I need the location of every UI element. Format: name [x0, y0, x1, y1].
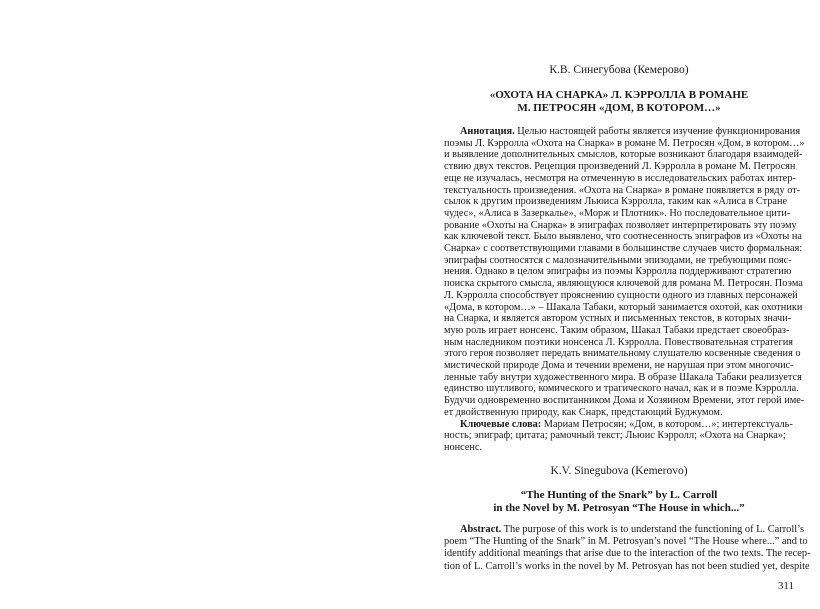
abstract-line: poem “The Hunting of the Snark” in M. Petrosyan’s novel “The House where...” and to: [444, 536, 808, 548]
article-title-ru: [444, 89, 794, 115]
abstract-line: Снарка» с соответствующими главами в большинстве случаев чисто формальная:: [444, 243, 803, 255]
abstract-line: эпиграфы соотносятся с малозначительными эпизодами, не требующими пояс-: [444, 254, 792, 266]
abstract-ru: [444, 126, 805, 454]
abstract-line: рование «Охоты на Снарка» в эпиграфах позволяет интерпретировать эту поэму: [444, 219, 797, 231]
abstract-line: мую роль играет нонсенс. Таким образом, Шакал Табаки предстает своеобраз-: [444, 324, 790, 336]
abstract-line: Целью настоящей работы является изучение функционирования: [514, 126, 801, 137]
keywords-line: Мариам Петросян; «Дом, в котором…»; интертекстуаль-: [541, 418, 793, 430]
article-title-en: [444, 489, 794, 515]
abstract-line: единство шутливого, комического и трагического начал, как и в поэме Кэрролла.: [444, 383, 799, 395]
abstract-line: поиска скрытого смысла, являющуюся ключевой для романа М. Петросян. Поэма: [444, 278, 803, 290]
abstract-label: Abstract.: [460, 524, 502, 535]
page-number: 311: [777, 580, 794, 592]
keywords-first-line: [444, 419, 794, 431]
author-en: K.V. Sinegubova (Kemerovo): [550, 465, 688, 477]
abstract-line: ствию двух текстов. Рецепция произведений Л. Кэрролла в романе М. Петросян: [444, 161, 796, 173]
title-line: «ОХОТА НА СНАРКА» Л. КЭРРОЛЛА В РОМАНЕ: [489, 89, 749, 101]
abstract-line: нения. Однако в целом эпиграфы из поэмы Кэрролла поддерживают стратегию: [444, 266, 792, 278]
abstract-line: tion of L. Carroll’s works in the novel by M. Petrosyan has not been studied yet, despite: [444, 560, 810, 572]
title-line: М. ПЕТРОСЯН «ДОМ, В КОТОРОМ…»: [517, 102, 721, 114]
keywords-line: нонсенс.: [444, 441, 483, 453]
abstract-line: на Снарка, и является автором устных и письменных текстов, в которых значи-: [444, 313, 792, 325]
abstract-line: ным наследником поэтики нонсенса Л. Кэрролла. Повествовательная стратегия: [444, 336, 793, 348]
title-line: in the Novel by M. Petrosyan “The House in which...”: [493, 502, 745, 514]
abstract-en: [444, 524, 811, 573]
abstract-line: и выявление дополнительных смыслов, которые возникают благодаря взаимодей-: [444, 149, 803, 161]
abstract-line: чудес», «Алиса в Зазеркалье», «Морж и Плотник». Но последовательное цити-: [444, 207, 791, 219]
abstract-line: identify additional meanings that arise due to the interaction of the two texts. The recep-: [444, 548, 811, 560]
abstract-first-line: [444, 524, 805, 536]
abstract-line: этого героя позволяет передать внимательному слушателю косвенные сведения о: [444, 348, 801, 360]
abstract-label: Аннотация.: [460, 126, 515, 137]
abstract-line: The purpose of this work is to understand the functioning of L. Carroll’s: [501, 524, 805, 535]
abstract-line: текстуальность произведения. «Охота на Снарка» в романе появляется в ряду от-: [444, 184, 801, 196]
abstract-line: Будучи одновременно воспитанником Дома и Хозяином Времени, этот герой име-: [444, 395, 805, 407]
abstract-line: ленные табу внутри художественного мира. В образе Шакала Табаки реализуется: [444, 371, 802, 383]
keywords-line: ность; эпиграф; цитата; рамочный текст; Льюис Кэрролл; «Охота на Снарка»;: [444, 430, 786, 442]
author-ru: К.В. Синегубова (Кемерово): [549, 64, 689, 76]
keywords-label: Ключевые слова:: [460, 418, 542, 430]
abstract-line: ет двойственную природу, как Снарк, предстающий Буджумом.: [444, 406, 723, 418]
abstract-line: «Дома, в котором…» – Шакала Табаки, который занимается охотой, как охотники: [444, 301, 803, 313]
abstract-line: поэмы Л. Кэрролла «Охота на Снарка» в романе М. Петросян «Дом, в котором…»: [444, 137, 805, 149]
abstract-first-line: [444, 126, 801, 138]
abstract-line: мистической природе Дома и течении времени, не нарушая при этом многочис-: [444, 360, 794, 372]
title-line: “The Hunting of the Snark” by L. Carroll: [520, 489, 718, 501]
abstract-line: сылок к другим произведениям Льюиса Кэрролла, таким как «Алиса в Стране: [444, 196, 788, 208]
abstract-line: Л. Кэрролла способствует прояснению сущности одного из главных персонажей: [444, 289, 798, 301]
abstract-line: как ключевой текст. Было выявлено, что соотнесенность эпиграфов из «Охоты на: [444, 231, 803, 243]
abstract-line: еще не изучалась, несмотря на отмеченную в исследовательских работах интер-: [444, 172, 796, 184]
